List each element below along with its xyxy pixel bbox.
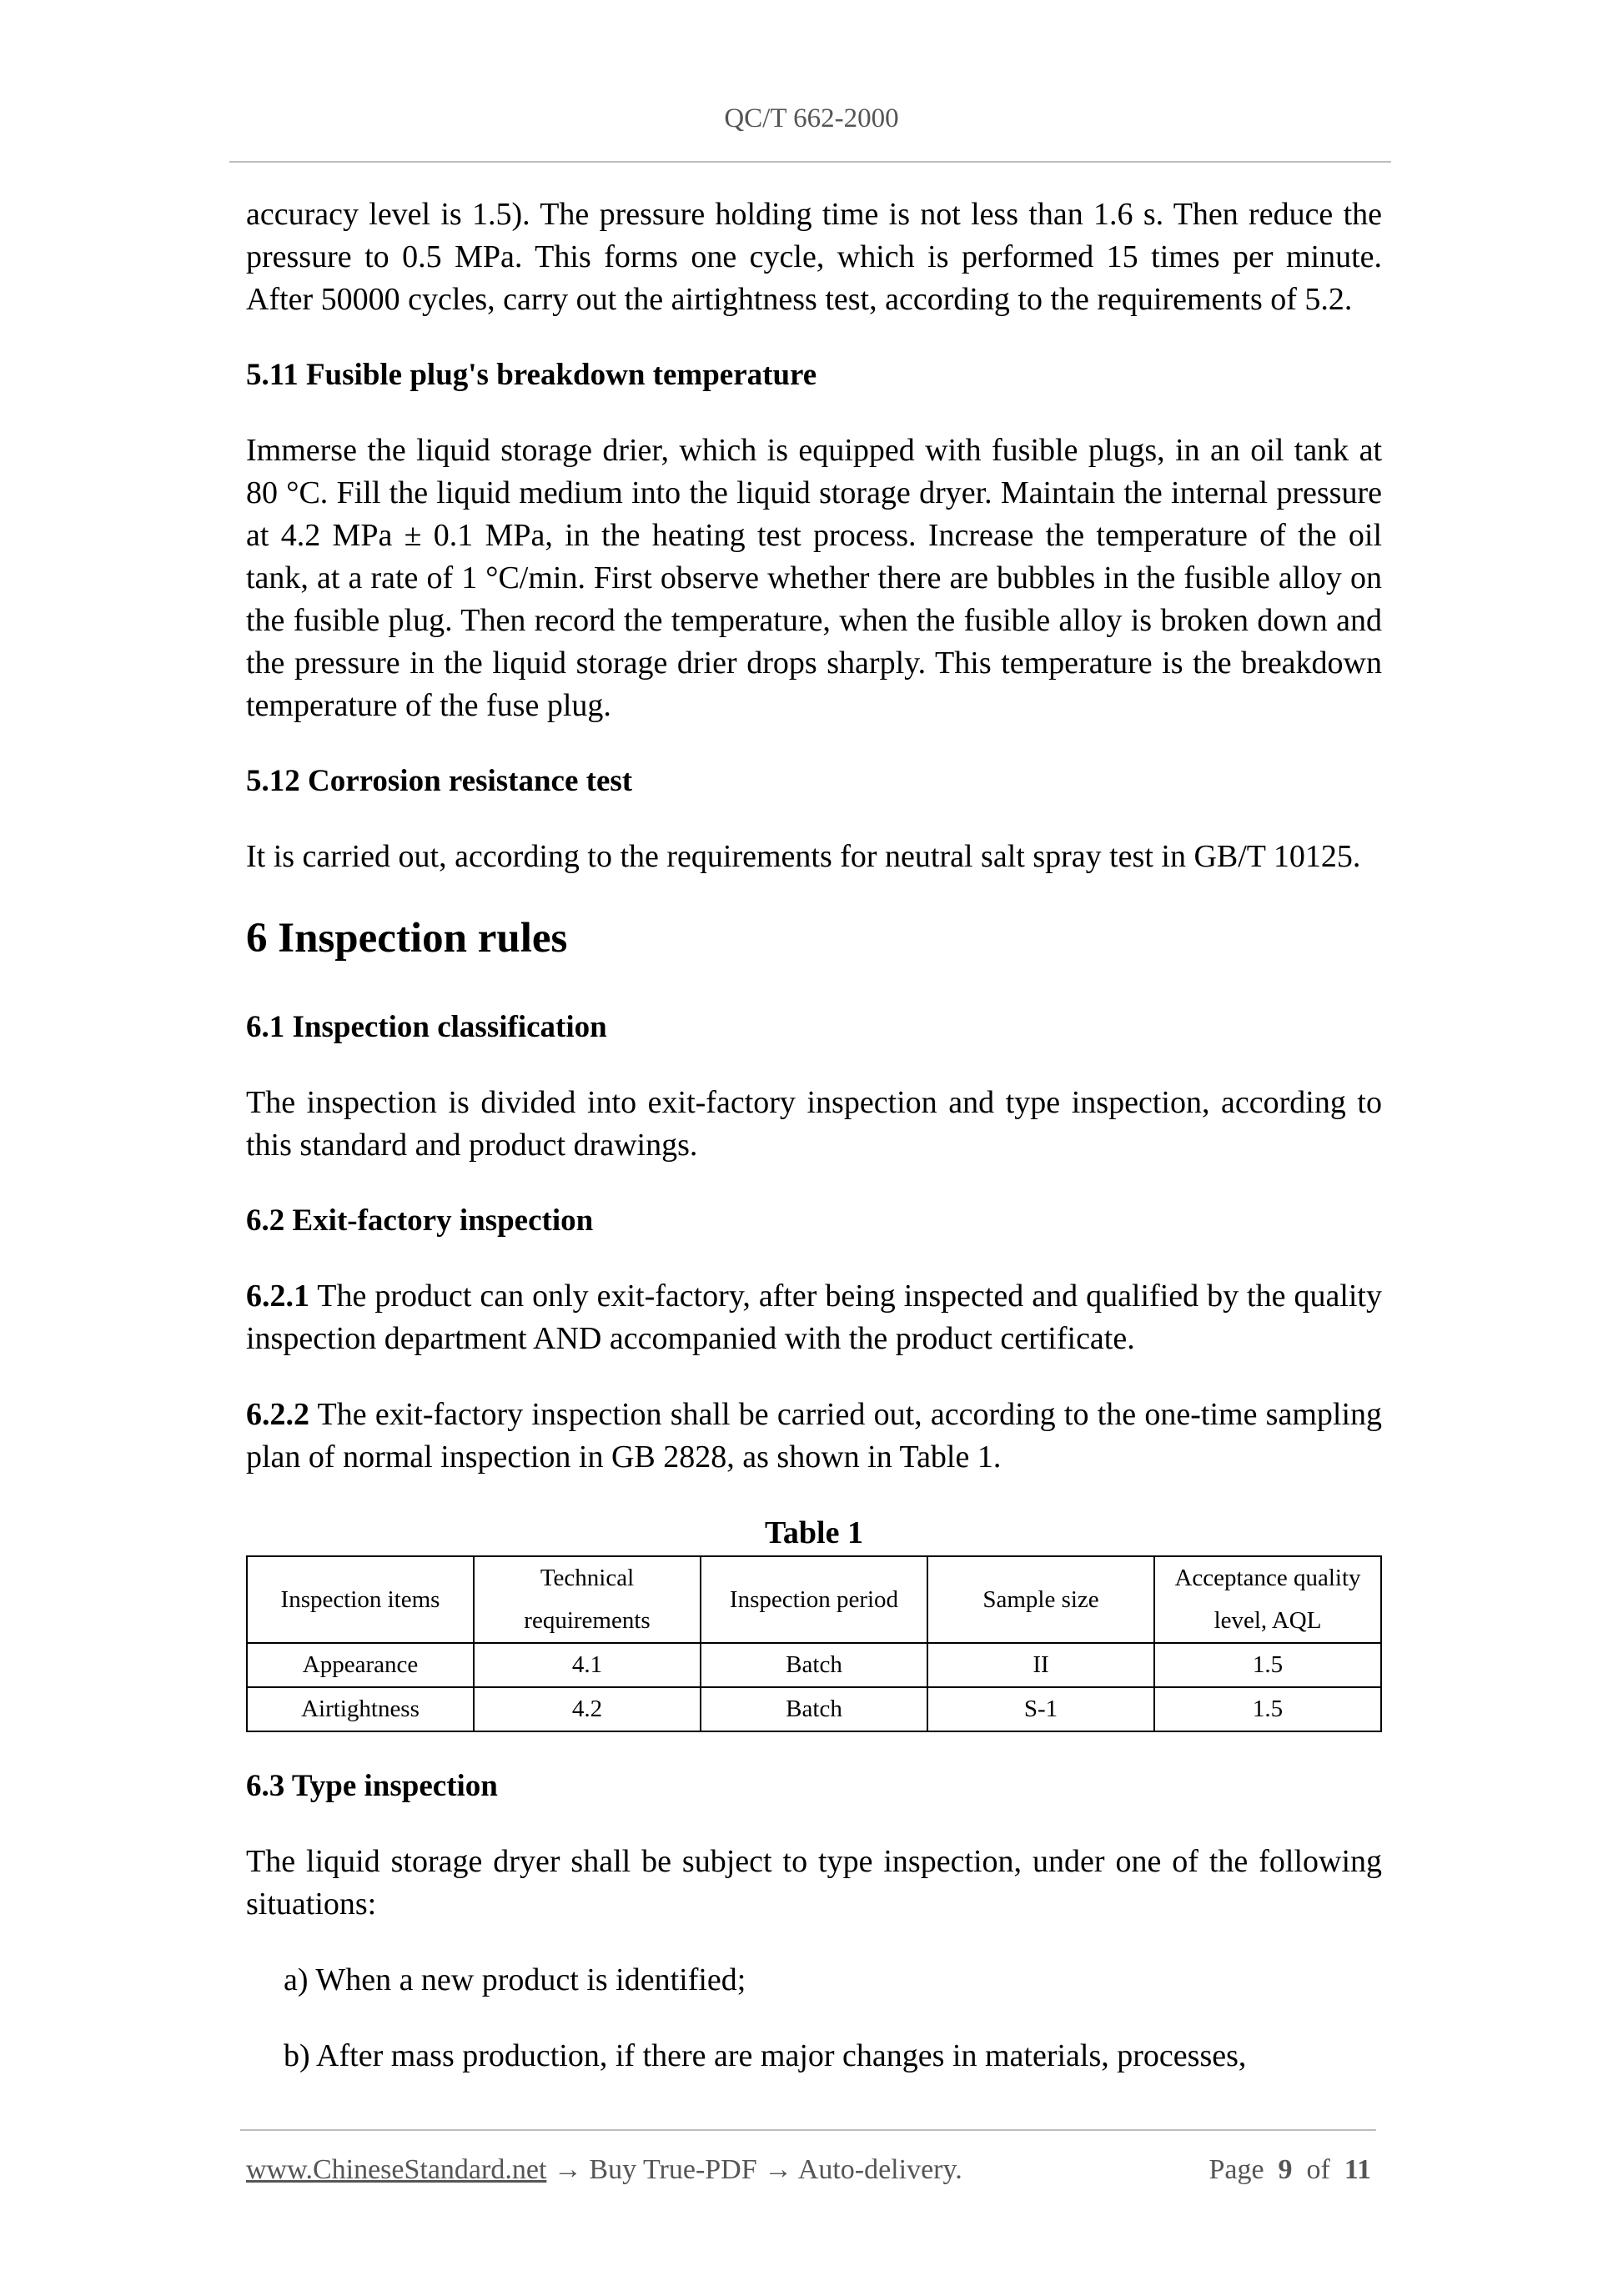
table-header-cell: Inspection items	[247, 1556, 474, 1643]
section-6-3-heading: 6.3 Type inspection	[246, 1769, 498, 1803]
table-cell: S-1	[927, 1687, 1154, 1731]
total-pages: 11	[1344, 2154, 1371, 2185]
page-label: Page	[1208, 2154, 1264, 2185]
table-header-cell: Acceptance quality level, AQL	[1154, 1556, 1381, 1643]
table-header-row	[247, 1556, 1381, 1643]
list-item: a) When a new product is identified;	[284, 1962, 746, 1997]
intro-paragraph: accuracy level is 1.5). The pressure holding time is not less than 1.6 s. Then reduce the pressure to 0.5 MPa. This forms one cycle, which is performed 15 times per minute. After 50000 cycles, carry out the airtightness test, according to the requirements of 5.2.	[246, 197, 1382, 317]
section-5-12-heading: 5.12 Corrosion resistance test	[246, 764, 633, 798]
table-header-cell: Sample size	[927, 1556, 1154, 1643]
clause-6-2-1	[246, 1275, 1382, 1360]
section-6-2-heading: 6.2 Exit-factory inspection	[246, 1203, 594, 1238]
table-cell: Batch	[701, 1687, 927, 1731]
section-6-3-body: The liquid storage dryer shall be subject to type inspection, under one of the following situations:	[246, 1844, 1382, 1922]
footer-promo	[246, 2154, 962, 2186]
current-page: 9	[1278, 2154, 1293, 2185]
clause-6-2-1-number: 6.2.1	[246, 1279, 309, 1314]
section-6-1-body: The inspection is divided into exit-factory inspection and type inspection, according to this standard and product drawings.	[246, 1085, 1382, 1163]
table-header-cell: Inspection period	[701, 1556, 927, 1643]
table-cell: Batch	[701, 1643, 927, 1687]
table-cell: 1.5	[1154, 1643, 1381, 1687]
table-row	[247, 1643, 1381, 1687]
table-cell: 1.5	[1154, 1687, 1381, 1731]
page-number	[1208, 2154, 1371, 2186]
clause-6-2-1-text: The product can only exit-factory, after being inspected and qualified by the quality inspection department AND accompanied with the product certificate.	[246, 1279, 1382, 1356]
of-label: of	[1306, 2154, 1330, 2185]
header-divider	[229, 161, 1391, 163]
table-header-cell: Technical requirements	[474, 1556, 701, 1643]
table-cell: Airtightness	[247, 1687, 474, 1731]
section-5-11-heading: 5.11 Fusible plug's breakdown temperature	[246, 358, 817, 392]
section-6-1-heading: 6.1 Inspection classification	[246, 1010, 607, 1044]
page-header-title: QC/T 662-2000	[724, 103, 899, 133]
table-cell: 4.2	[474, 1687, 701, 1731]
table-cell: 4.1	[474, 1643, 701, 1687]
document-body	[246, 193, 1382, 2111]
section-5-12-body: It is carried out, according to the requirements for neutral salt spray test in GB/T 10125.	[246, 839, 1361, 874]
section-5-11-body: Immerse the liquid storage drier, which is equipped with fusible plugs, in an oil tank at 80 °C. Fill the liquid medium into the liquid storage dryer. Maintain the internal pressure at 4.2 MPa ± 0.1 MPa, in the heating test process. Increase the temperature of the oil tank, at a rate of 1 °C/min. First observe whether there are bubbles in the fusible alloy on the fusible plug. Then record the temperature, when the fusible alloy is broken down and the pressure in the liquid storage drier drops sharply. This temperature is the breakdown temperature of the fuse plug.	[246, 433, 1382, 723]
clause-6-2-2-text: The exit-factory inspection shall be carried out, according to the one-time sampling plan of normal inspection in GB 2828, as shown in Table 1.	[246, 1397, 1382, 1475]
table-cell: Appearance	[247, 1643, 474, 1687]
table-1-caption: Table 1	[765, 1515, 863, 1550]
footer-promo-text: → Buy True-PDF → Auto-delivery.	[546, 2154, 962, 2185]
site-link[interactable]: www.ChineseStandard.net	[246, 2154, 547, 2185]
table-cell: II	[927, 1643, 1154, 1687]
clause-6-2-2	[246, 1394, 1382, 1479]
footer-divider	[240, 2129, 1376, 2131]
list-item: b) After mass production, if there are major changes in materials, processes,	[284, 2038, 1247, 2073]
section-6-heading: 6 Inspection rules	[246, 915, 568, 962]
table-row	[247, 1687, 1381, 1731]
clause-6-2-2-number: 6.2.2	[246, 1397, 309, 1432]
table-1	[246, 1555, 1382, 1732]
